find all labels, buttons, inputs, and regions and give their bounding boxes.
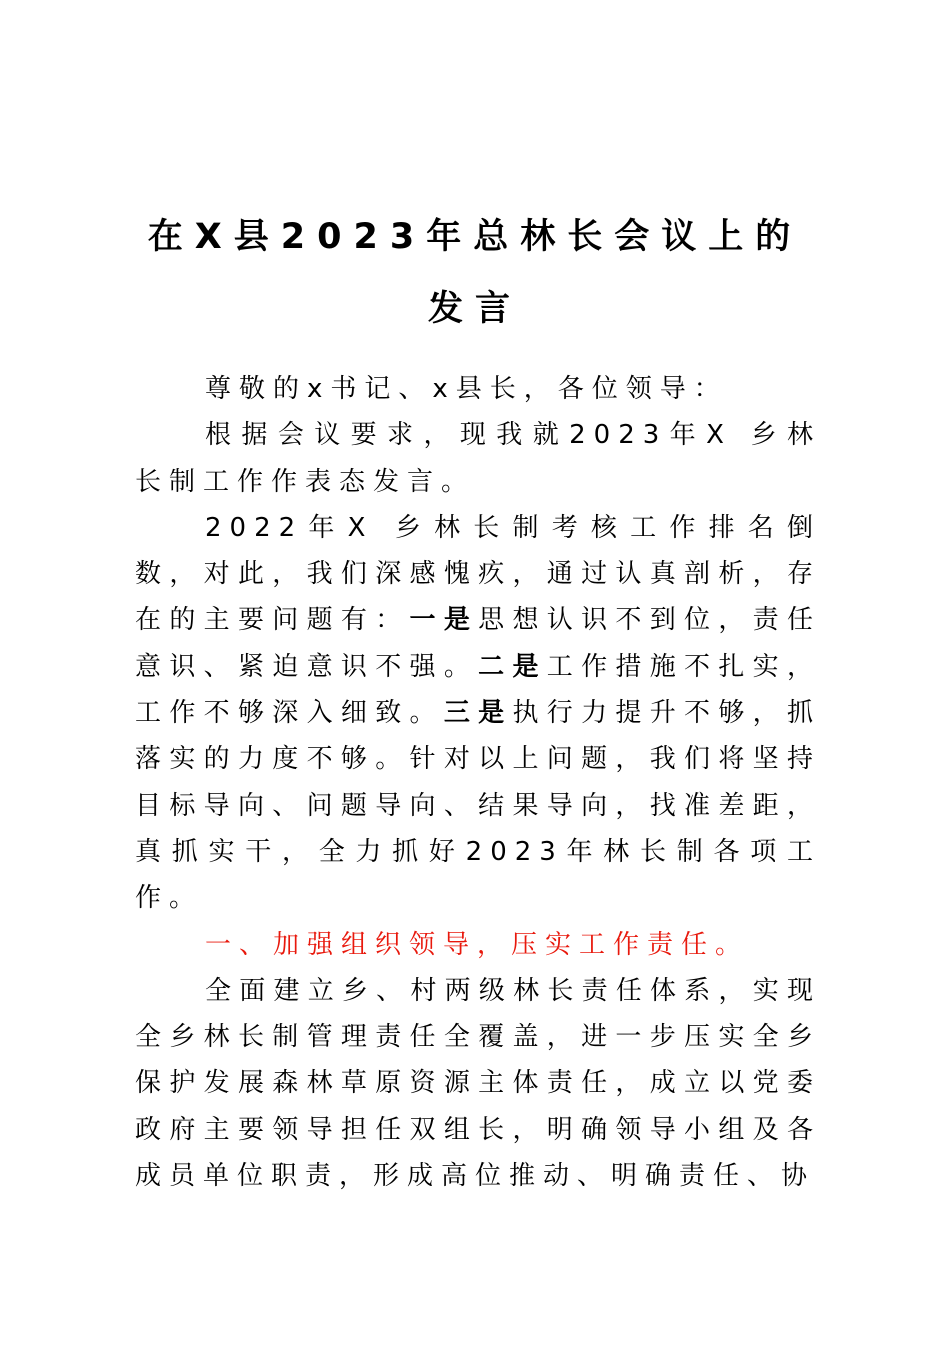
issue-marker-3: 三是: [443, 698, 513, 729]
section-heading-1: 一、加强组织领导，压实工作责任。: [205, 929, 750, 960]
document-title-line-1: 在X县2023年总林长会议上的: [147, 217, 803, 257]
document-title-line-2: 发言: [427, 289, 522, 329]
paragraph-1: 根据会议要求，现我就2023年X 乡林长制工作作表态发言。: [135, 420, 821, 497]
paragraph-3: 全面建立乡、村两级林长责任体系，实现全乡林长制管理责任全覆盖，进一步压实全乡保护发展森林草原资源主体责任，成立以党委政府主要领导担任双组长，明确领导小组及各成员单位职责，形成高位推动、明确责任、协: [135, 975, 821, 1192]
issue-3: 执行力提升不够，抓落实的力度不够。: [135, 698, 821, 775]
issue-marker-1: 一是: [409, 605, 479, 636]
paragraph-2: [135, 505, 821, 922]
greeting: 尊敬的x书记、x县长，各位领导：: [205, 374, 728, 404]
paragraph-2-end: 针对以上问题，我们将坚持目标导向、问题导向、结果导向，找准差距，真抓实干，全力抓好2023年林长制各项工作。: [135, 744, 821, 914]
issue-2: 工作措施不扎实，工作不够深入细致。: [135, 651, 821, 729]
issue-marker-2: 二是: [478, 651, 547, 682]
issue-1: 思想认识不到位，责任意识、紧迫意识不强。: [135, 605, 821, 682]
paragraph-2-intro: 2022年X 乡林长制考核工作排名倒数，对此，我们深感愧疚，通过认真剖析，存在的主要问题有：: [135, 512, 821, 636]
document-body: [135, 366, 821, 1199]
